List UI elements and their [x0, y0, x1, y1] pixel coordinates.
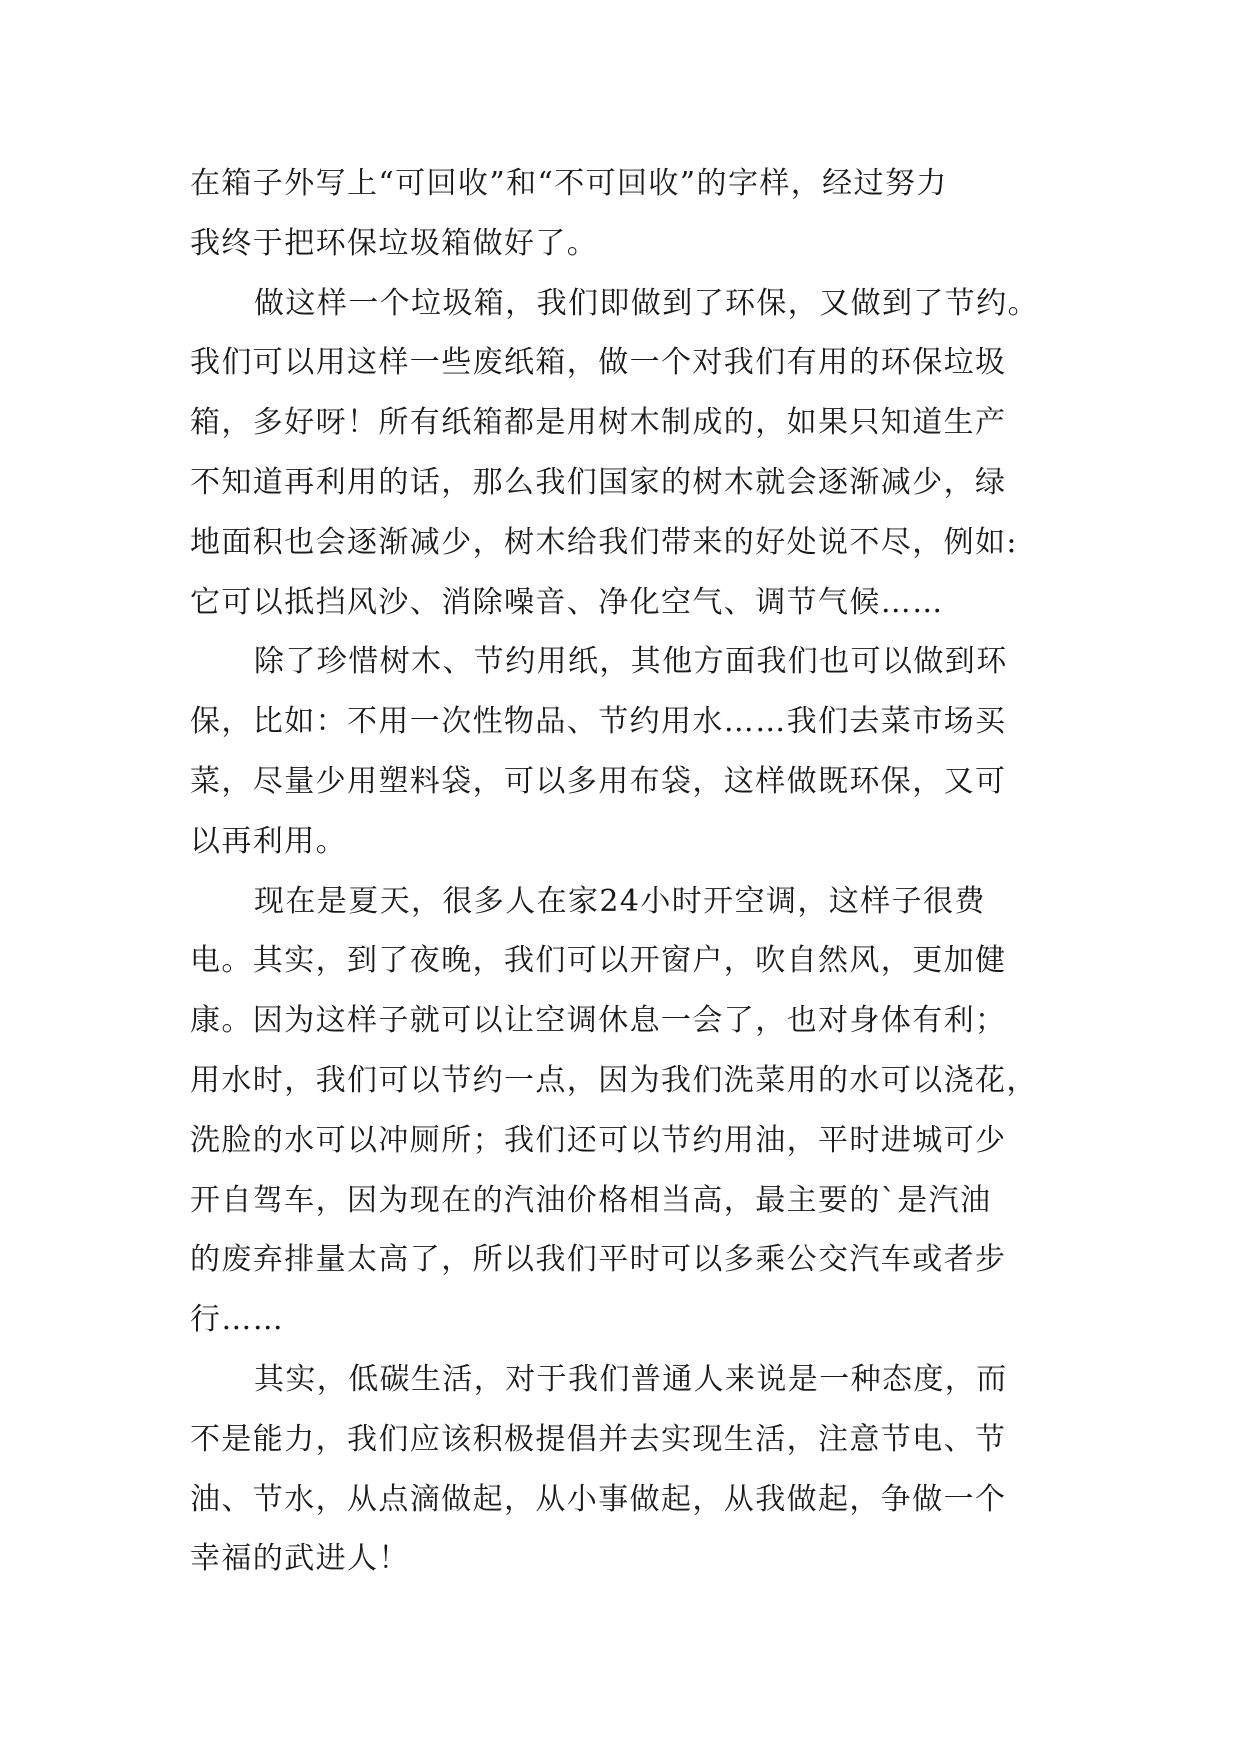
paragraph	[190, 872, 1060, 1350]
text-line: 地面积也会逐渐减少，树木给我们带来的好处说不尽，例如:	[190, 524, 1018, 560]
text-line: 行……	[190, 1302, 285, 1338]
text-line: 我们可以用这样一些废纸箱，做一个对我们有用的环保垃圾	[190, 345, 1007, 381]
text-line: 除了珍惜树木、节约用纸，其他方面我们也可以做到环	[254, 644, 1008, 680]
text-line: 做这样一个垃圾箱，我们即做到了环保，又做到了节约。	[254, 285, 1039, 321]
text-line: 其实，低碳生活，对于我们普通人来说是一种态度，而	[254, 1361, 1008, 1397]
text-line: 我终于把环保垃圾箱做好了。	[190, 225, 599, 261]
document-body	[190, 154, 1060, 1589]
text-line: 现在是夏天，很多人在家24小时开空调，这样子很费	[254, 883, 986, 919]
paragraph	[190, 1350, 1060, 1589]
text-line: 电。其实，到了夜晚，我们可以开窗户，吹自然风，更加健	[190, 943, 1007, 979]
paragraph	[190, 632, 1060, 871]
text-line: 不知道再利用的话，那么我们国家的树木就会逐渐减少，绿	[190, 464, 1007, 500]
text-line: 幸福的武进人！	[190, 1541, 410, 1577]
text-line: 的废弃排量太高了，所以我们平时可以多乘公交汽车或者步	[190, 1242, 1007, 1278]
text-line: 保，比如：不用一次性物品、节约用水……我们去菜市场买	[190, 704, 1007, 740]
text-line: 它可以抵挡风沙、消除噪音、净化空气、调节气候……	[190, 584, 944, 620]
text-line: 用水时，我们可以节约一点，因为我们洗菜用的水可以浇花，	[190, 1062, 1038, 1098]
text-line: 箱，多好呀！所有纸箱都是用树木制成的，如果只知道生产	[190, 405, 1007, 441]
text-line: 在箱子外写上“可回收”和“不可回收”的字样，经过努力	[190, 166, 948, 201]
text-line: 菜，尽量少用塑料袋，可以多用布袋，这样做既环保，又可	[190, 763, 1007, 799]
text-line: 洗脸的水可以冲厕所；我们还可以节约用油，平时进城可少	[190, 1122, 1007, 1158]
text-line: 开自驾车，因为现在的汽油价格相当高，最主要的`是汽油	[190, 1182, 992, 1218]
paragraph	[190, 154, 1060, 274]
text-line: 以再利用。	[190, 823, 347, 859]
text-line: 康。因为这样子就可以让空调休息一会了，也对身体有利；	[190, 1003, 1007, 1039]
text-line: 不是能力，我们应该积极提倡并去实现生活，注意节电、节	[190, 1421, 1007, 1457]
text-line: 油、节水，从点滴做起，从小事做起，从我做起，争做一个	[190, 1481, 1007, 1517]
paragraph	[190, 274, 1060, 633]
